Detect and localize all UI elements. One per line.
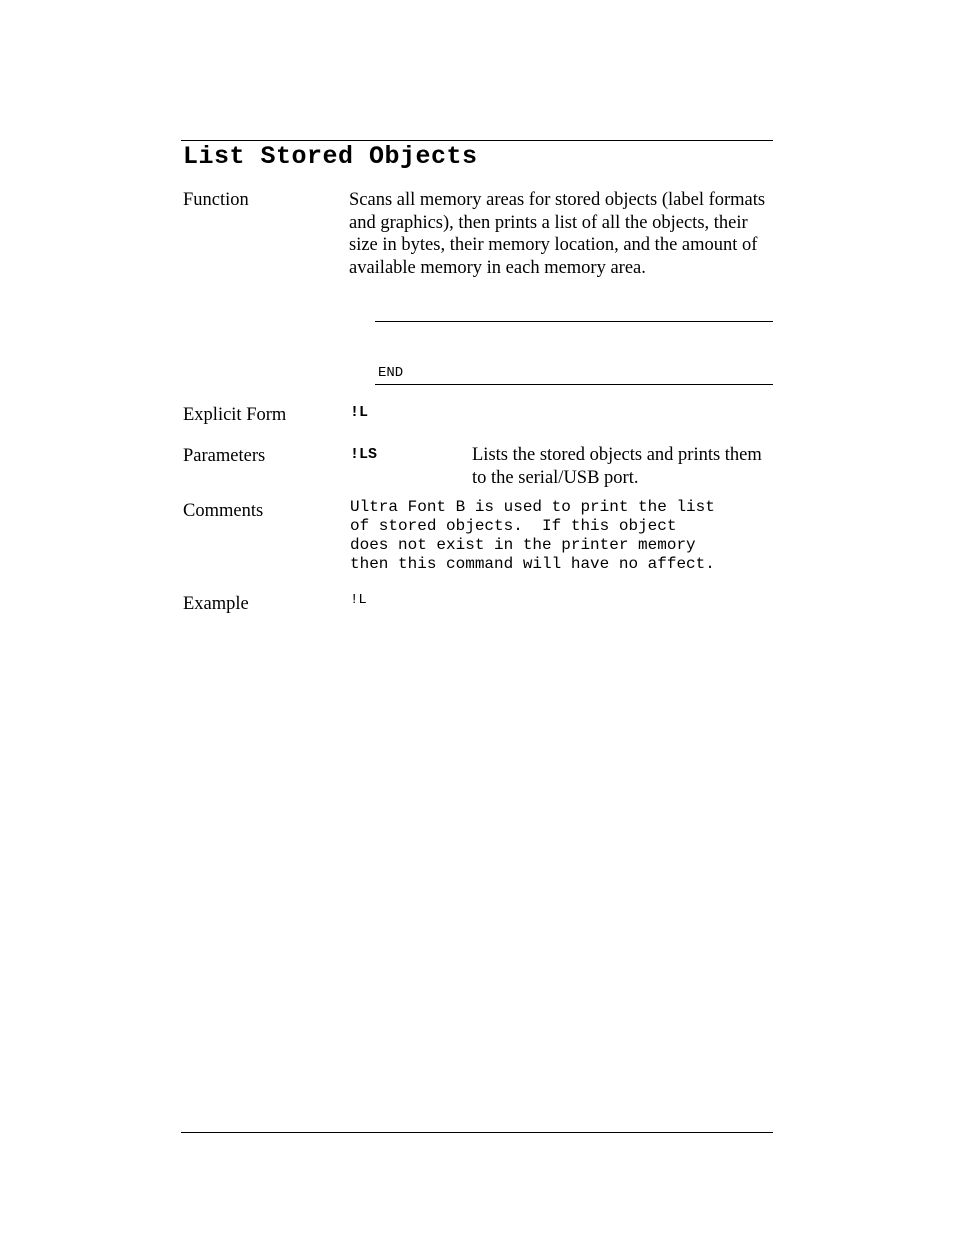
- example-label: Example: [183, 594, 249, 614]
- parameters-label: Parameters: [183, 446, 266, 466]
- comments-text: Ultra Font B is used to print the list of stored objects. If this object does not exist in the printer memory then this command will have no affect.: [350, 498, 715, 573]
- note-box-bottom-rule: [375, 384, 773, 385]
- comments-label: Comments: [183, 501, 264, 521]
- note-box-text: END: [378, 365, 404, 381]
- bottom-rule: [181, 1132, 773, 1133]
- parameter-name: !LS: [350, 446, 378, 463]
- top-rule: [181, 140, 773, 141]
- parameter-description: Lists the stored objects and prints them to the serial/USB port.: [472, 445, 762, 488]
- example-value: !L: [350, 592, 367, 608]
- explicit-form-label: Explicit Form: [183, 405, 287, 425]
- function-label: Function: [183, 190, 249, 210]
- note-box-top-rule: [375, 321, 773, 322]
- explicit-form-value: !L: [350, 404, 369, 421]
- function-description: Scans all memory areas for stored objects (label formats and graphics), then prints a list of all the objects, their size in bytes, their memory location, and the amount of available memory in each memory area.: [349, 190, 766, 278]
- page-title: List Stored Objects: [183, 142, 478, 171]
